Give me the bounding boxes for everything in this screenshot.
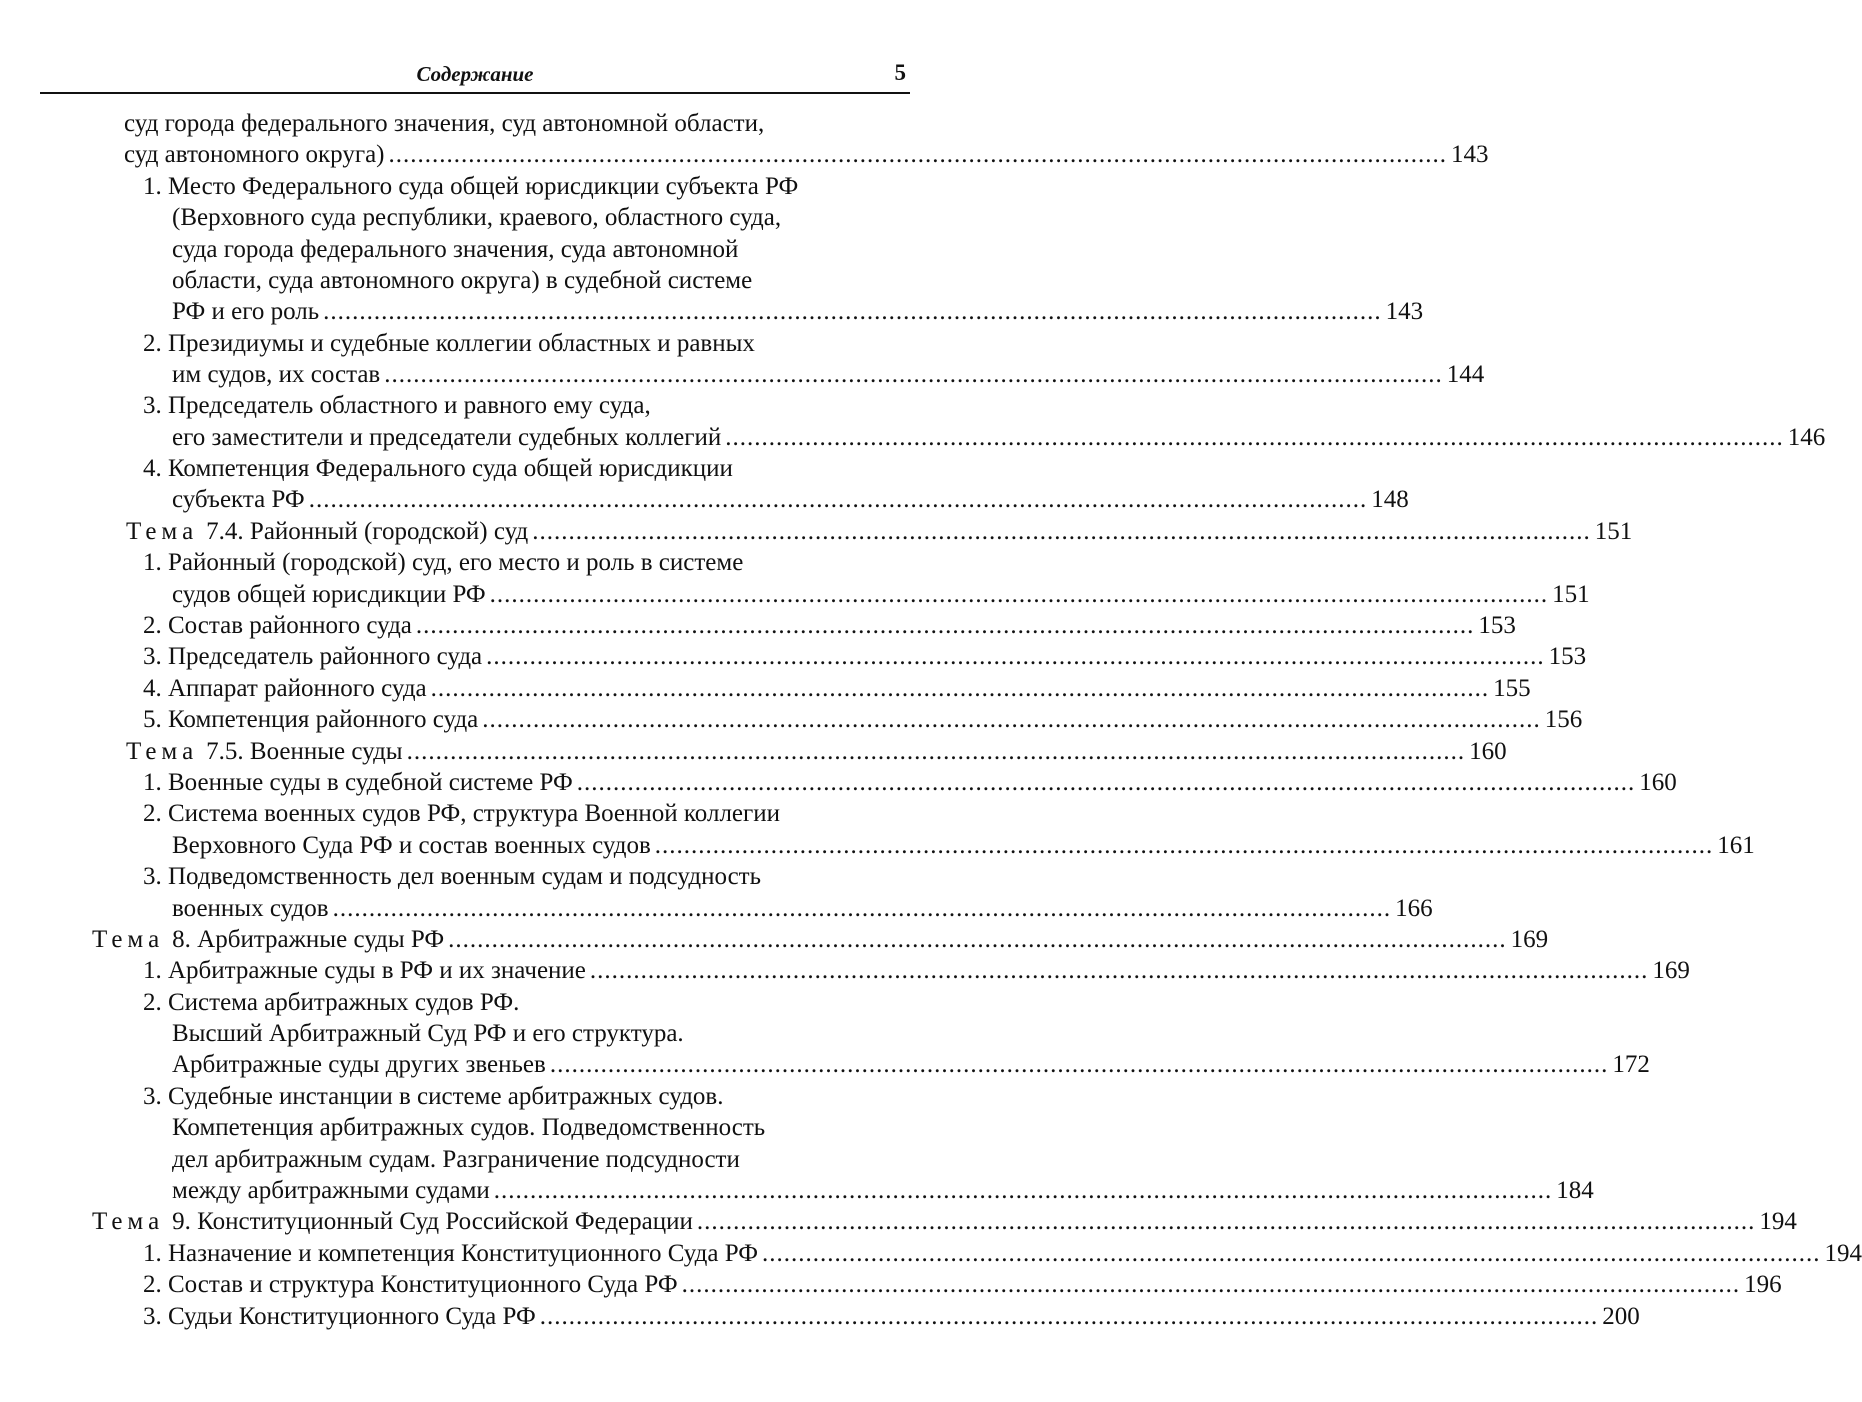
leader-dots: .................................................................................................................................................. — [486, 643, 1545, 670]
toc-entry — [143, 641, 1587, 672]
header-title: Содержание — [416, 62, 534, 86]
toc-entry-text: 7.5. Военные суды — [206, 738, 403, 765]
toc-entry — [143, 1301, 1640, 1332]
toc-line: 2. Система арбитражных судов РФ. — [143, 989, 520, 1016]
toc-entry — [124, 139, 1489, 170]
leader-dots: .................................................................................................................................................. — [388, 141, 1448, 168]
toc-entry-page: 151 — [1594, 518, 1633, 545]
toc-topic-entry — [126, 736, 1507, 767]
leader-dots: .................................................................................................................................................. — [696, 1208, 1756, 1235]
toc-topic-entry — [126, 516, 1633, 547]
toc-entry-text: РФ и его роль — [172, 298, 320, 325]
page-number: 5 — [894, 60, 906, 85]
toc-line: 1. Место Федерального суда общей юрисдикции субъекта РФ — [143, 173, 799, 200]
toc-entry-page: 151 — [1552, 581, 1590, 608]
toc-entry — [172, 1175, 1594, 1206]
toc-entry-page: 169 — [1652, 957, 1690, 984]
toc-entry-page: 155 — [1493, 675, 1531, 702]
toc-entry-text: Арбитражные суды других звеньев — [172, 1051, 546, 1078]
toc-entry-text: 5. Компетенция районного суда — [143, 706, 479, 733]
leader-dots: .................................................................................................................................................. — [406, 738, 1466, 765]
toc-entry — [143, 704, 1583, 735]
toc-entry-page: 160 — [1639, 769, 1677, 796]
leader-dots: .................................................................................................................................................. — [725, 424, 1784, 451]
toc-entry-page: 172 — [1612, 1051, 1650, 1078]
toc-line: дел арбитражным судам. Разграничение подсудности — [172, 1146, 740, 1173]
toc-entry-text: Верховного Суда РФ и состав военных судов — [172, 832, 651, 859]
toc-entry-page: 146 — [1787, 424, 1826, 451]
toc-line: суда города федерального значения, суда автономной — [172, 236, 739, 263]
leader-dots: .................................................................................................................................................. — [532, 518, 1591, 545]
toc-entry-page: 166 — [1395, 895, 1433, 922]
toc-entry-page: 184 — [1556, 1177, 1594, 1204]
leader-dots: .................................................................................................................................................. — [482, 706, 1541, 733]
topic-label: Тема — [126, 518, 199, 545]
toc-entry — [143, 673, 1531, 704]
toc-entry — [172, 830, 1755, 861]
leader-dots: .................................................................................................................................................. — [415, 612, 1475, 639]
leader-dots: .................................................................................................................................................. — [589, 957, 1649, 984]
toc-entry — [143, 610, 1516, 641]
toc-entry — [143, 1238, 1862, 1269]
toc-entry-page: 200 — [1602, 1303, 1640, 1330]
toc-topic-entry — [92, 924, 1549, 955]
toc-line: 4. Компетенция Федерального суда общей юрисдикции — [143, 455, 733, 482]
toc-line: 3. Председатель областного и равного ему суда, — [143, 392, 651, 419]
toc-line: Высший Арбитражный Суд РФ и его структура. — [172, 1020, 684, 1047]
toc-entry — [143, 955, 1690, 986]
leader-dots: .................................................................................................................................................. — [493, 1177, 1553, 1204]
toc-entry-page: 194 — [1824, 1240, 1862, 1267]
toc-line: 3. Подведомственность дел военным судам и подсудность — [143, 863, 761, 890]
toc-entry-page: 143 — [1451, 141, 1489, 168]
toc-line: суд города федерального значения, суд автономной области, — [124, 110, 765, 137]
toc-line: 2. Президиумы и судебные коллегии областных и равных — [143, 330, 755, 357]
leader-dots: .................................................................................................................................................. — [332, 895, 1392, 922]
toc-entry-text: судов общей юрисдикции РФ — [172, 581, 486, 608]
topic-label: Тема — [126, 738, 199, 765]
toc-entry-page: 153 — [1478, 612, 1516, 639]
toc-entry-text: суд автономного округа) — [124, 141, 385, 168]
toc-entry-page: 144 — [1446, 361, 1485, 388]
leader-dots: .................................................................................................................................................. — [384, 361, 1443, 388]
toc-line: 1. Районный (городской) суд, его место и роль в системе — [143, 549, 744, 576]
toc-entry-text: 8. Арбитражные суды РФ — [172, 926, 445, 953]
leader-dots: .................................................................................................................................................. — [539, 1303, 1599, 1330]
toc-entry-text: субъекта РФ — [172, 486, 305, 513]
toc-entry-page: 161 — [1717, 832, 1755, 859]
toc-line: Компетенция арбитражных судов. Подведомственность — [172, 1114, 766, 1141]
leader-dots: .................................................................................................................................................. — [681, 1271, 1741, 1298]
toc-entry-page: 196 — [1744, 1271, 1782, 1298]
toc-line: (Верховного суда республики, краевого, областного суда, — [172, 204, 782, 231]
toc-line: области, суда автономного округа) в судебной системе — [172, 267, 753, 294]
leader-dots: .................................................................................................................................................. — [430, 675, 1490, 702]
toc-entry-text: 3. Судьи Конституционного Суда РФ — [143, 1303, 536, 1330]
toc-topic-entry — [92, 1206, 1797, 1237]
toc-entry-page: 194 — [1759, 1208, 1797, 1235]
toc-entry — [172, 893, 1433, 924]
toc-line: 3. Судебные инстанции в системе арбитражных судов. — [143, 1083, 724, 1110]
leader-dots: .................................................................................................................................................. — [323, 298, 1382, 325]
toc-entry-text: 9. Конституционный Суд Российской Федерации — [172, 1208, 693, 1235]
toc-entry-text: 4. Аппарат районного суда — [143, 675, 427, 702]
toc-entry-text: 1. Арбитражные суды в РФ и их значение — [143, 957, 586, 984]
toc-entry — [172, 422, 1826, 453]
toc-entry-text: между арбитражными судами — [172, 1177, 490, 1204]
toc-entry-page: 160 — [1469, 738, 1507, 765]
topic-label: Тема — [92, 1208, 165, 1235]
toc-entry-text: 1. Военные суды в судебной системе РФ — [143, 769, 573, 796]
toc-entry-text: им судов, их состав — [172, 361, 381, 388]
leader-dots: .................................................................................................................................................. — [549, 1051, 1609, 1078]
toc-entry-text: 2. Состав районного суда — [143, 612, 412, 639]
toc-entry — [172, 359, 1485, 390]
toc-entry-text: 3. Председатель районного суда — [143, 643, 483, 670]
toc-entry — [172, 1049, 1650, 1080]
toc-entry — [172, 296, 1424, 327]
running-header — [40, 58, 910, 94]
leader-dots: .................................................................................................................................................. — [448, 926, 1507, 953]
leader-dots: .................................................................................................................................................. — [489, 581, 1549, 608]
leader-dots: .................................................................................................................................................. — [308, 486, 1368, 513]
leader-dots: .................................................................................................................................................. — [761, 1240, 1821, 1267]
topic-label: Тема — [92, 926, 165, 953]
toc-entry-text: его заместители и председатели судебных коллегий — [172, 424, 722, 451]
toc-entry — [143, 1269, 1782, 1300]
toc-entry-text: 7.4. Районный (городской) суд — [206, 518, 529, 545]
toc-entry-page: 153 — [1548, 643, 1587, 670]
toc-entry-page: 143 — [1385, 298, 1424, 325]
toc-entry — [172, 579, 1590, 610]
toc-entry-text: военных судов — [172, 895, 329, 922]
toc-entry-page: 156 — [1544, 706, 1583, 733]
toc-entry-text: 1. Назначение и компетенция Конституционного Суда РФ — [143, 1240, 758, 1267]
leader-dots: .................................................................................................................................................. — [576, 769, 1636, 796]
toc-entry — [143, 767, 1677, 798]
leader-dots: .................................................................................................................................................. — [654, 832, 1714, 859]
toc-entry — [172, 484, 1409, 515]
toc-line: 2. Система военных судов РФ, структура Военной коллегии — [143, 800, 781, 827]
toc-entry-text: 2. Состав и структура Конституционного Суда РФ — [143, 1271, 678, 1298]
toc-entry-page: 148 — [1371, 486, 1409, 513]
toc-entry-page: 169 — [1510, 926, 1549, 953]
